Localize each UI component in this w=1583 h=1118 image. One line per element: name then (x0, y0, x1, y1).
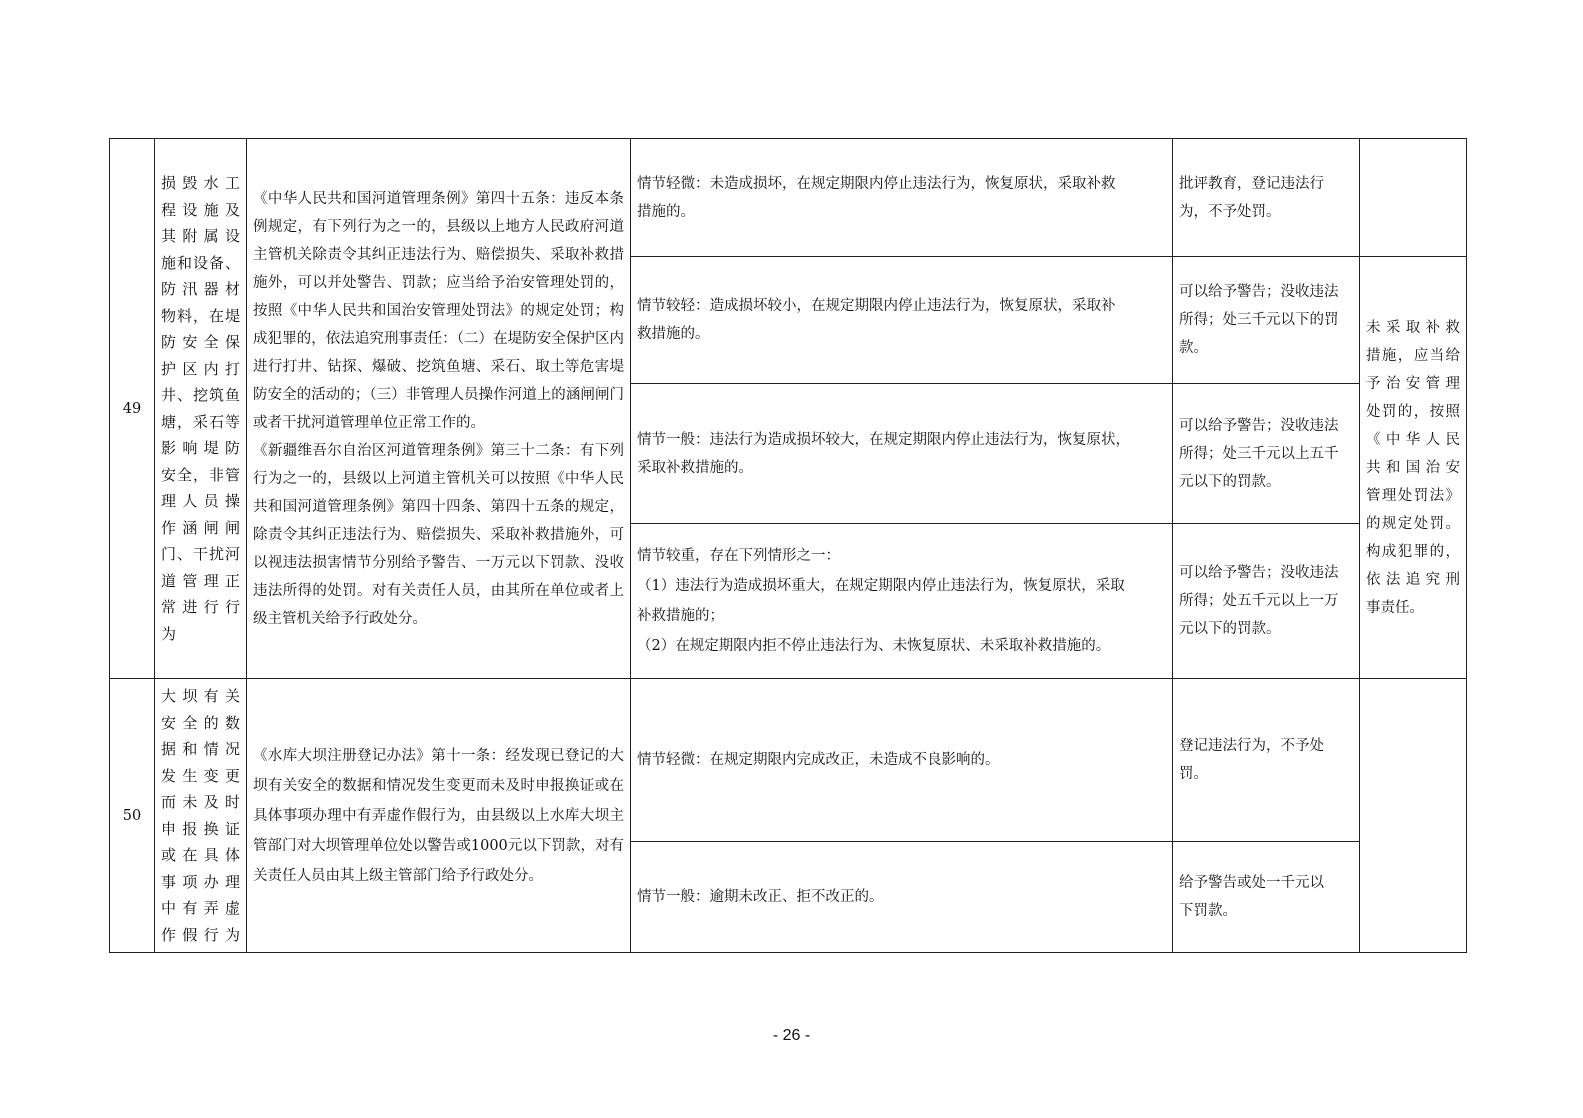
violation-behavior (155, 679, 247, 953)
circumstance-cell (631, 679, 1173, 842)
penalty-standard-cell (1173, 524, 1360, 679)
behavior-line: 安全，非管 (161, 465, 240, 484)
page-number: - 26 - (772, 1027, 811, 1044)
penalty-standard-cell (1173, 384, 1360, 524)
note-line: 的规定处罚。 (1366, 515, 1460, 532)
behavior-line: 程设施及 (161, 200, 240, 219)
standard-line: 款。 (1179, 340, 1208, 356)
circumstance-cell (631, 384, 1173, 524)
standard-line: 元以下的罚款。 (1179, 621, 1281, 637)
behavior-line: 安全的数 (161, 713, 240, 732)
legal-basis-paragraph: 《中华人民共和国河道管理条例》第四十五条：违反本条例规定，有下列行为之一的，县级以上地方人民政府河道主管机关除责令其纠正违法行为、赔偿损失、采取补救措施外，可以并处警告、罚款；应当给予治安管理处罚的，按照《中华人民共和国治安管理处罚法》的规定处罚；构成犯罪的，依法追究刑事责任：（二）在堤防安全保护区内进行打井、钻探、爆破、挖筑鱼塘、采石、取土等危害堤防安全的活动的；（三）非管理人员操作河道上的涵闸闸门或者干扰河道管理单位正常工作的。 (253, 190, 624, 431)
behavior-line: 作假行为 (161, 925, 240, 944)
standard-line: 所得；处三千元以上五千 (1179, 445, 1339, 462)
penalty-standard-cell (1173, 257, 1360, 384)
legal-basis-paragraph: 《新疆维吾尔自治区河道管理条例》第三十二条：有下列行为之一的，县级以上河道主管机关可以按照《中华人民共和国河道管理条例》第四十四条、第四十五条的规定，除责令其纠正违法行为、赔偿损失、采取补救措施外，可以视违法损害情节分别给予警告、一万元以下罚款、没收违法所得的处罚。对有关责任人员，由其所在单位或者上级主管机关给予行政处分。 (253, 442, 624, 627)
behavior-line: 护区内打 (161, 359, 240, 378)
note-line: 未采取补救 (1366, 319, 1460, 336)
behavior-line: 施和设备、 (161, 253, 240, 272)
note-line: 措施，应当给 (1366, 347, 1460, 364)
note-line: 事责任。 (1366, 599, 1424, 616)
standard-line: 罚。 (1179, 765, 1208, 782)
behavior-line: 防汛器材 (161, 280, 240, 298)
circumstance-cell (631, 841, 1173, 952)
standard-line: 元以下的罚款。 (1179, 473, 1281, 490)
circumstance-line: 采取补救措施的。 (637, 459, 753, 476)
item-number: 49 (110, 139, 155, 679)
behavior-line: 或在具体 (161, 846, 240, 864)
circumstance-line: 救措施的。 (637, 326, 710, 342)
standard-line: 所得；处三千元以下的罚 (1179, 312, 1339, 328)
legal-basis-paragraph: 《水库大坝注册登记办法》第十一条：经发现已登记的大坝有关安全的数据和情况发生变更而未及时申报换证或在具体事项办理中有弄虚作假行为，由县级以上水库大坝主管部门对大坝管理单位处以警告或1000元以下罚款，对有关责任人员由其上级主管部门给予行政处分。 (253, 747, 624, 884)
behavior-line: 井、挖筑鱼 (161, 386, 240, 404)
behavior-line: 大坝有关 (161, 687, 240, 705)
standard-line: 可以给予警告；没收违法 (1179, 565, 1339, 581)
behavior-line: 防安全保 (161, 333, 240, 351)
note-line: 管理处罚法》 (1366, 487, 1460, 504)
penalty-standard-cell (1173, 841, 1360, 952)
behavior-line: 作涵闸闸 (161, 518, 240, 537)
penalty-standard-cell (1173, 679, 1360, 842)
circumstance-cell (631, 257, 1173, 384)
circumstance-line: 情节一般：违法行为造成损坏较大，在规定期限内停止违法行为，恢复原状， (637, 431, 1130, 448)
standard-line: 所得；处五千元以上一万 (1179, 593, 1339, 609)
circumstance-line: 措施的。 (637, 203, 695, 220)
table-row (110, 679, 1467, 842)
circumstance-line: 情节较轻：造成损坏较小，在规定期限内停止违法行为，恢复原状，采取补 (637, 298, 1116, 314)
behavior-line: 而未及时 (161, 793, 240, 811)
standard-line: 为，不予处罚。 (1179, 203, 1281, 220)
behavior-line: 中有弄虚 (161, 899, 240, 917)
behavior-line: 塘，采石等 (161, 412, 240, 431)
circumstance-line: 情节轻微：在规定期限内完成改正，未造成不良影响的。 (637, 751, 1000, 768)
violation-behavior (155, 139, 247, 679)
legal-basis (247, 139, 631, 679)
note-line: 构成犯罪的， (1366, 543, 1460, 560)
note-line: 依法追究刑 (1366, 571, 1460, 588)
note-cell-empty (1360, 139, 1467, 257)
behavior-line: 门、干扰河 (161, 545, 240, 563)
behavior-line: 据和情况 (161, 740, 240, 758)
penalty-standards-table (109, 138, 1467, 953)
standard-line: 下罚款。 (1179, 902, 1237, 919)
behavior-line: 事项办理 (161, 872, 240, 891)
circumstance-line: 情节轻微：未造成损坏，在规定期限内停止违法行为，恢复原状，采取补救 (637, 175, 1116, 192)
behavior-line: 损毁水工 (161, 174, 240, 192)
note-cell-empty (1360, 679, 1467, 953)
behavior-line: 发生变更 (161, 766, 240, 785)
circumstance-cell (631, 139, 1173, 257)
behavior-line: 其附属设 (161, 227, 240, 245)
behavior-line: 申报换证 (161, 819, 240, 838)
note-line: 处罚的，按照 (1366, 403, 1460, 420)
note-line: 予治安管理 (1366, 375, 1460, 392)
behavior-line: 为 (161, 624, 177, 643)
circumstance-line: （1）违法行为造成损坏重大，在规定期限内停止违法行为，恢复原状，采取 (637, 578, 1125, 594)
behavior-line: 物料，在堤 (161, 306, 240, 325)
circumstance-line: （2）在规定期限内拒不停止违法行为、未恢复原状、未采取补救措施的。 (637, 638, 1111, 654)
standard-line: 可以给予警告；没收违法 (1179, 417, 1339, 434)
standard-line: 可以给予警告；没收违法 (1179, 284, 1339, 300)
behavior-line: 影响堤防 (161, 439, 240, 457)
circumstance-line: 情节较重，存在下列情形之一： (637, 548, 840, 564)
standard-line: 登记违法行为，不予处 (1179, 737, 1324, 754)
note-cell (1360, 257, 1467, 679)
circumstance-line: 情节一般：逾期未改正、拒不改正的。 (637, 888, 884, 905)
note-line: 《中华人民 (1366, 431, 1460, 448)
standard-line: 批评教育，登记违法行 (1179, 175, 1324, 192)
circumstance-line: 补救措施的； (637, 608, 724, 624)
behavior-line: 道管理正 (161, 571, 240, 590)
table-row (110, 139, 1467, 257)
legal-basis (247, 679, 631, 953)
item-number: 50 (110, 679, 155, 953)
standard-line: 给予警告或处一千元以 (1179, 874, 1324, 891)
behavior-line: 常进行行 (161, 598, 240, 616)
behavior-line: 理人员操 (161, 492, 240, 510)
note-line: 共和国治安 (1366, 459, 1460, 476)
circumstance-cell (631, 524, 1173, 679)
penalty-standard-cell (1173, 139, 1360, 257)
